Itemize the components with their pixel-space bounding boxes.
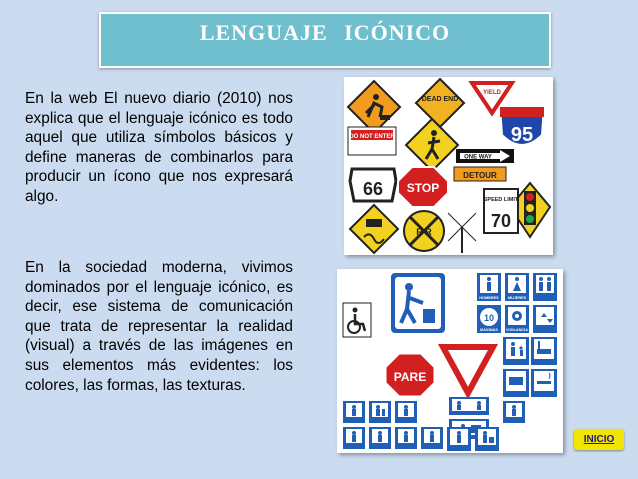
one-way-sign [456,149,514,163]
detour-text: DETOUR [463,171,497,180]
crossbuck-sign [448,213,476,253]
railroad-text: R R [416,227,432,237]
bottom-sign-11 [395,427,417,449]
people-sign [533,273,557,301]
yield-triangle-sign [443,347,493,393]
stop-sign [398,167,448,207]
hombres-text: HOMBRES [479,296,499,300]
wheelchair-sign [343,303,371,337]
maximo-label: MÁXIMAS [480,328,498,332]
maximo-value: 10 [483,313,495,323]
bottom-sign-1 [343,401,365,423]
vigilancia-sign [505,305,529,333]
speed-limit-value: 70 [490,211,512,231]
paragraph-modern-society: En la sociedad moderna, vivimos dominados por el lenguaje icónico, es decir, ese sistema de comunicación que trata de representar la realidad (visual) a través de las imágenes en sus elementos más evidentes: los colores, las formas, las texturas. [25,259,293,394]
traffic-signs-image [344,77,553,255]
bath-sign [531,337,557,365]
pedestrian-sign [406,119,458,171]
slide-title: LENGUAJE ICÓNICO [199,20,451,45]
bottom-sign-7 [475,427,499,451]
men-at-work-sign [348,81,400,133]
pare-sign [385,353,435,397]
interstate-95-sign [500,107,544,146]
bottom-sign-12 [421,427,443,449]
bottom-sign-3 [395,401,417,423]
route-66-sign [350,169,396,201]
dead-end-text: DEAD END [421,96,459,103]
bottom-sign-6 [447,427,471,451]
slippery-road-sign [350,205,398,253]
bottom-sign-4 [449,397,489,415]
detour-sign [454,167,506,181]
speed-limit-label: SPEED LIMIT [483,197,519,203]
inicio-button[interactable]: INICIO [574,429,624,450]
route-66-text: 66 [362,179,384,199]
vigilancia-text: VIGILANCIA [506,328,528,332]
bottom-sign-9 [343,427,365,449]
title-banner [99,12,551,68]
litter-bin-sign [391,273,445,333]
paragraph-definition: En la web El nuevo diario (2010) nos explica que el lenguaje icónico es todo aquel que utiliza símbolos básicos y define maneras de combinarlos para producir un ícono que nos expresará algo. [25,90,293,205]
railroad-sign [404,211,444,251]
bottom-sign-10 [369,427,391,449]
mujeres-sign [505,273,529,301]
interstate-95-text: 95 [510,124,534,146]
stop-text: STOP [406,181,440,195]
bottom-sign-2 [369,401,391,423]
hombres-sign [477,273,501,301]
do-not-enter-sign [348,127,396,155]
elevator-sign [533,305,557,333]
maximo-sign [477,305,501,333]
do-not-enter-text: DO NOT ENTER [349,134,395,140]
family-sign [503,337,529,365]
one-way-text: ONE WAY [464,154,492,161]
bottom-sign-8 [503,401,525,423]
public-signs-image [337,269,563,453]
dead-end-sign [416,79,464,127]
smoking-sign [531,369,557,397]
mujeres-text: MUJERES [507,296,527,300]
yield-text: YIELD [483,90,501,96]
office-sign [503,369,529,397]
speed-limit-sign [484,189,519,233]
pare-text: PARE [393,370,427,384]
